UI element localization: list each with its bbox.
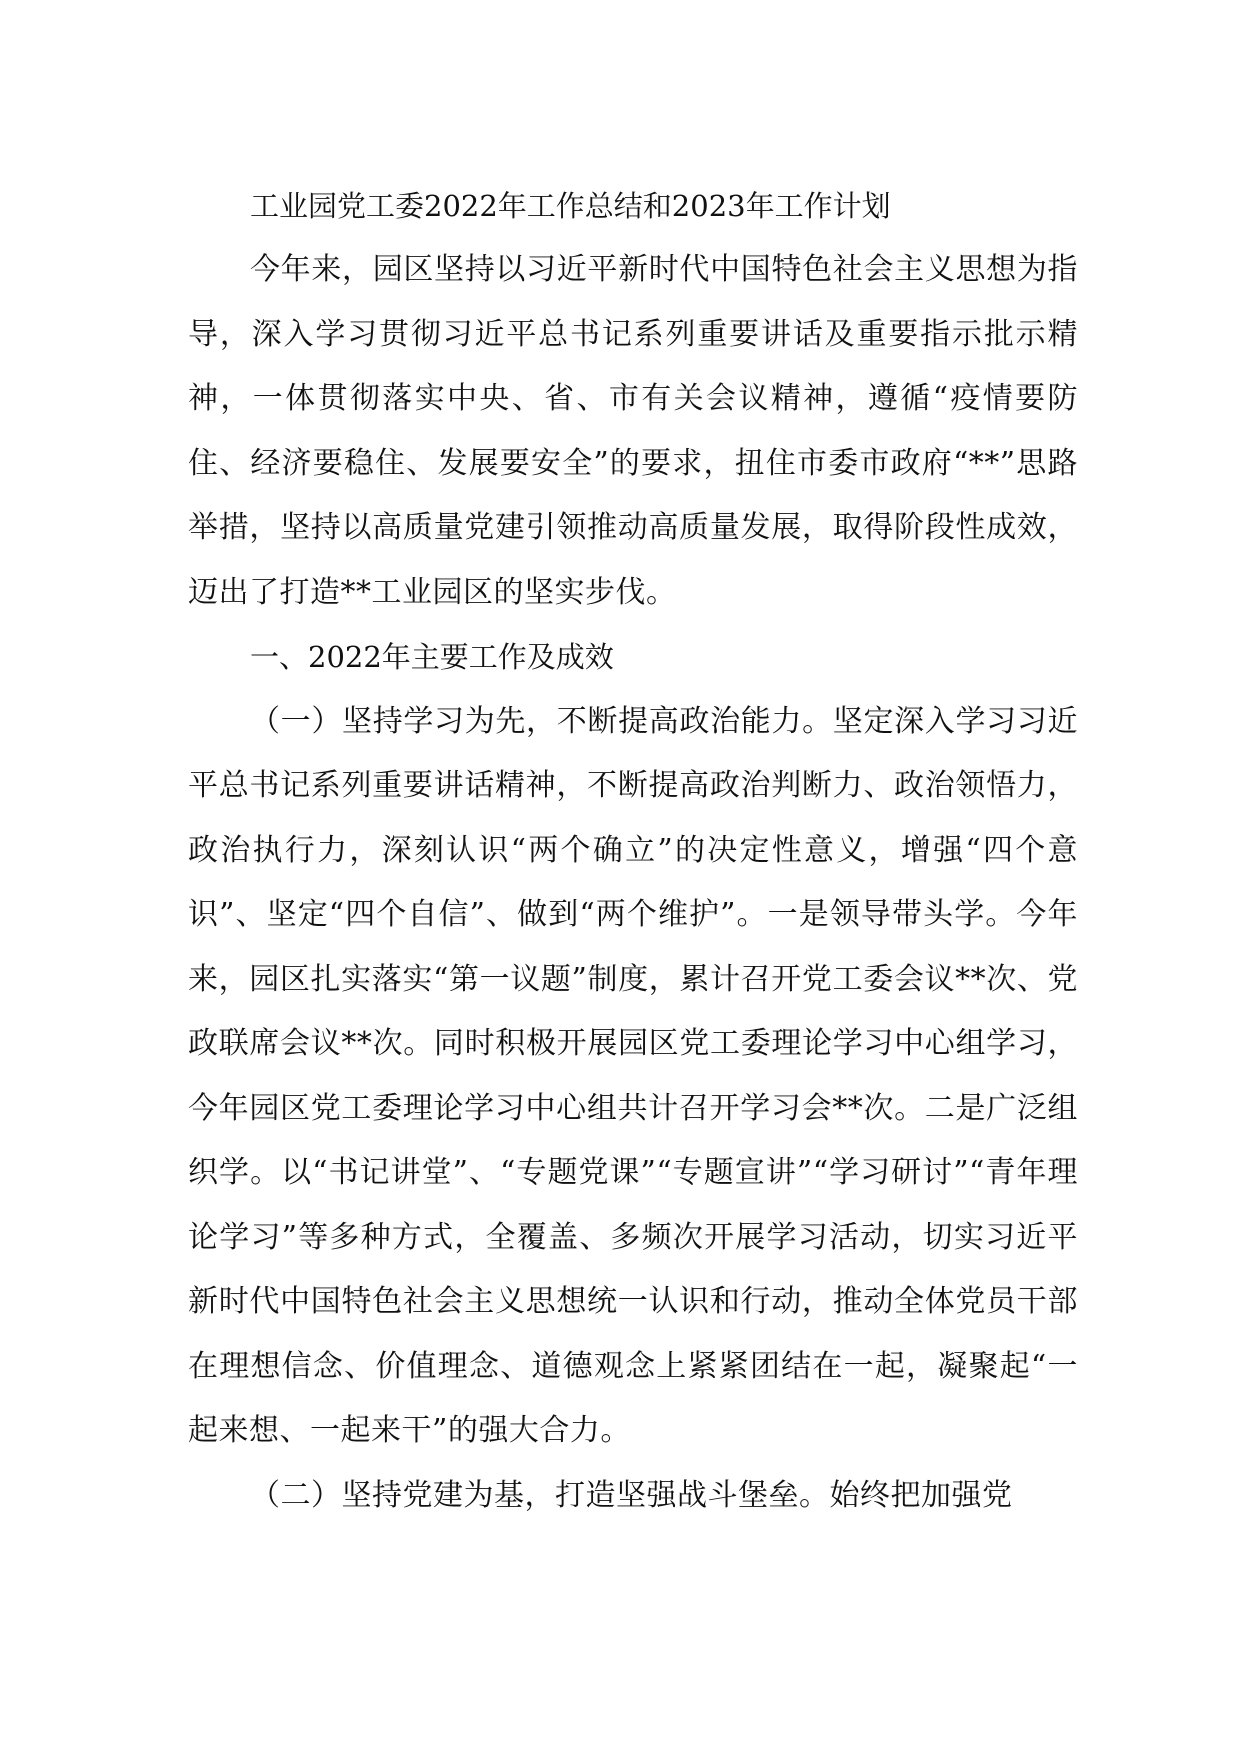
document-title: 工业园党工委2022年工作总结和2023年工作计划 <box>250 189 891 223</box>
section-heading: 一、2022年主要工作及成效 <box>250 640 614 674</box>
item-2-paragraph: （二）坚持党建为基，打造坚强战斗堡垒。始终把加强党 <box>250 1477 1013 1513</box>
document-body <box>188 174 1078 1528</box>
item-1-paragraph: （一）坚持学习为先，不断提高政治能力。坚定深入学习习近平总书记系列重要讲话精神，不断提高政治判断力、政治领悟力，政治执行力，深刻认识“两个确立”的决定性意义，增强“四个意识”、坚定“四个自信”、做到“两个维护”。一是领导带头学。今年来，园区扎实落实“第一议题”制度，累计召开党工委会议**次、党政联席会议**次。同时积极开展园区党工委理论学习中心组学习，今年园区党工委理论学习中心组共计召开学习会**次。二是广泛组织学。以“书记讲堂”、“专题党课”“专题宣讲”“学习研讨”“青年理论学习”等多种方式，全覆盖、多频次开展学习活动，切实习近平新时代中国特色社会主义思想统一认识和行动，推动全体党员干部在理想信念、价值理念、道德观念上紧紧团结在一起，凝聚起“一起来想、一起来干”的强大合力。 <box>188 703 1078 1448</box>
intro-paragraph: 今年来，园区坚持以习近平新时代中国特色社会主义思想为指导，深入学习贯彻习近平总书记系列重要讲话及重要指示批示精神，一体贯彻落实中央、省、市有关会议精神，遵循“疫情要防住、经济要稳住、发展要安全”的要求，扭住市委市政府“**”思路举措，坚持以高质量党建引领推动高质量发展，取得阶段性成效，迈出了打造**工业园区的坚实步伐。 <box>188 252 1078 610</box>
